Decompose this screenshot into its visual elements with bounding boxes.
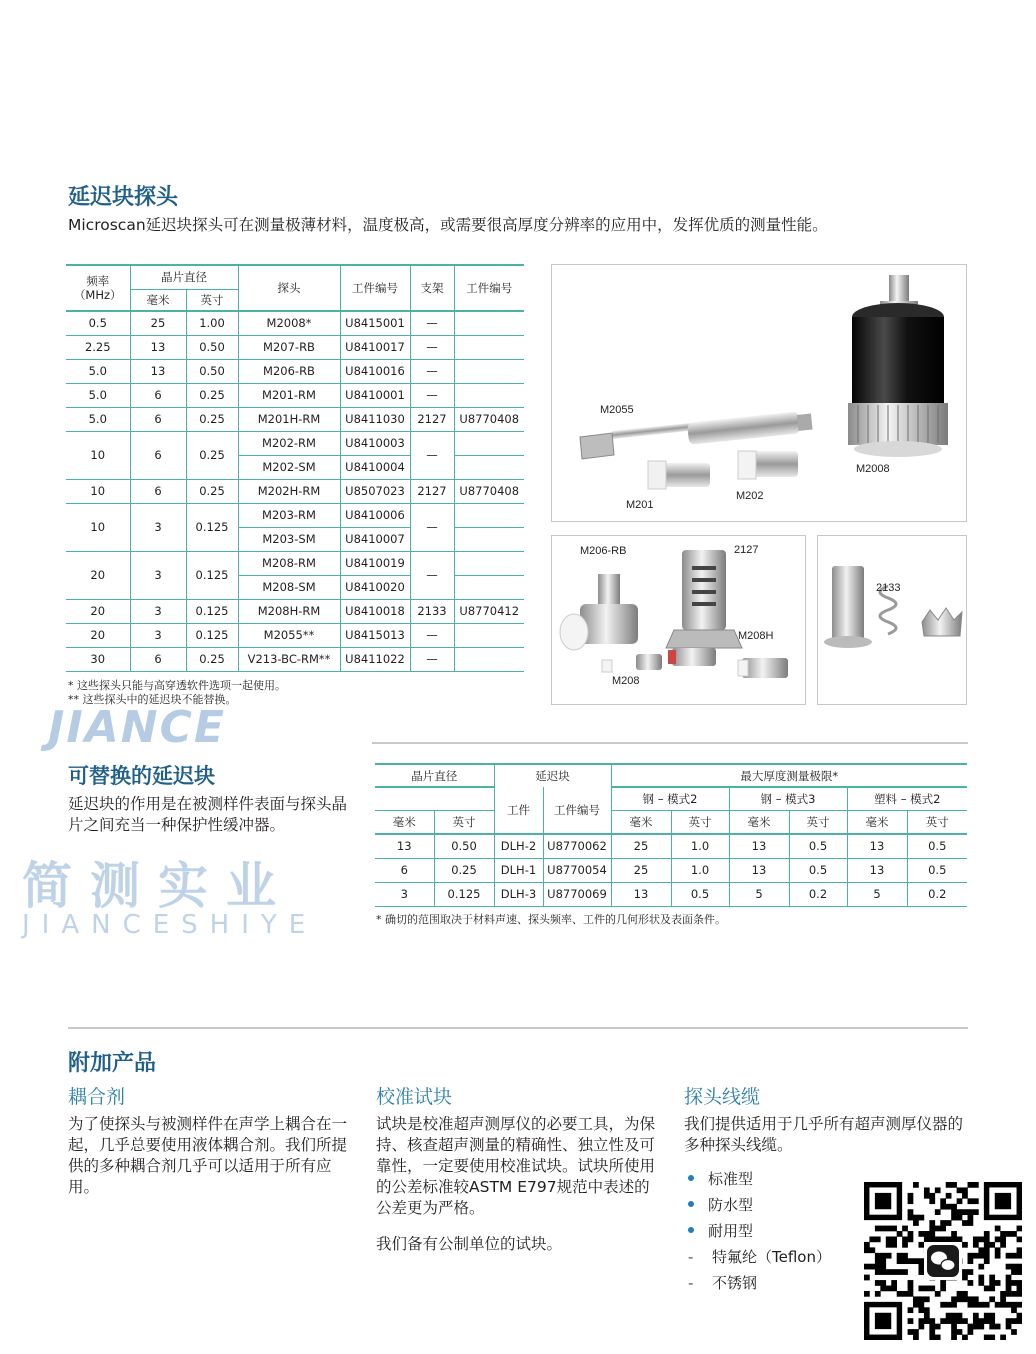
table-cell: DLH-3 xyxy=(494,882,543,906)
table-cell: — xyxy=(410,551,454,599)
table-cell: 5 xyxy=(729,882,789,906)
header-mm: 毫米 xyxy=(130,289,186,311)
table-cell: U8410016 xyxy=(340,359,410,383)
table-cell: U8770062 xyxy=(543,834,611,858)
table-cell: M202H-RM xyxy=(238,479,340,503)
table-cell: 10 xyxy=(66,503,130,551)
table-cell: U8770412 xyxy=(454,599,524,623)
table-cell: DLH-1 xyxy=(494,858,543,882)
section-intro: Microscan延迟块探头可在测量极薄材料，温度极高，或需要很高厚度分辨率的应用中，发挥优质的测量性能。 xyxy=(68,216,828,234)
table-cell: U8410003 xyxy=(340,431,410,455)
table-cell: 13 xyxy=(729,858,789,882)
table-cell: 0.2 xyxy=(789,882,847,906)
subtitle-calibration-blocks: 校准试块 xyxy=(376,1086,453,1108)
table-cell xyxy=(454,455,524,479)
table-cell: 20 xyxy=(66,623,130,647)
table-cell: — xyxy=(410,311,454,335)
table-cell: M203-RM xyxy=(238,503,340,527)
table-cell: 5.0 xyxy=(66,383,130,407)
header-inch: 英寸 xyxy=(186,289,238,311)
table-cell: 6 xyxy=(130,479,186,503)
table-row xyxy=(66,359,524,383)
table-note-1: * 这些探头只能与高穿透软件选项一起使用。 xyxy=(68,679,286,692)
table-row xyxy=(66,383,524,407)
table-cell: 3 xyxy=(375,882,434,906)
cables-text: 我们提供适用于几乎所有超声测厚仪器的多种探头线缆。 xyxy=(684,1115,964,1154)
table-cell: 13 xyxy=(729,834,789,858)
table-cell: U8770054 xyxy=(543,858,611,882)
table-cell: 0.25 xyxy=(186,647,238,671)
header-part: 工件 xyxy=(494,787,543,834)
table-cell: U8410007 xyxy=(340,527,410,551)
table-cell: — xyxy=(410,359,454,383)
table-cell xyxy=(454,311,524,335)
header-inch: 英寸 xyxy=(907,810,967,834)
table-row xyxy=(66,431,524,455)
table-cell: 6 xyxy=(130,647,186,671)
table-cell: 25 xyxy=(611,858,671,882)
qr-code-icon xyxy=(864,1182,1022,1340)
label-m202: M202 xyxy=(736,490,764,502)
table-cell: 0.2 xyxy=(907,882,967,906)
label-m201: M201 xyxy=(626,499,654,511)
dash-icon: - xyxy=(688,1248,694,1266)
section-title-accessories: 附加产品 xyxy=(68,1051,157,1076)
table-cell: 0.25 xyxy=(186,479,238,503)
table-cell: 0.50 xyxy=(186,335,238,359)
table-cell: U8410020 xyxy=(340,575,410,599)
header-probe: 探头 xyxy=(238,265,340,311)
table-cell: 30 xyxy=(66,647,130,671)
table-cell: 5.0 xyxy=(66,407,130,431)
label-m2055: M2055 xyxy=(600,404,634,416)
table-cell: — xyxy=(410,503,454,551)
table-cell: 0.5 xyxy=(66,311,130,335)
couplant-text: 为了使探头与被测样件在声学上耦合在一起，几乎总要使用液体耦合剂。我们所提供的多种耦合剂几乎可以适用于所有应用。 xyxy=(68,1115,348,1196)
table-cell: 25 xyxy=(611,834,671,858)
table-cell: 6 xyxy=(130,407,186,431)
table-cell: 10 xyxy=(66,431,130,479)
cable-types-list xyxy=(684,1166,831,1296)
table-cell: 3 xyxy=(130,599,186,623)
table-cell: 0.125 xyxy=(434,882,494,906)
table-row xyxy=(66,335,524,359)
table-cell: M208H-RM xyxy=(238,599,340,623)
table-cell: U8415013 xyxy=(340,623,410,647)
table-cell: M202-RM xyxy=(238,431,340,455)
label-m2008: M2008 xyxy=(856,463,890,475)
table-cell: 1.0 xyxy=(671,834,729,858)
table-cell: 0.125 xyxy=(186,623,238,647)
bullet-icon xyxy=(688,1227,694,1233)
table-cell: U8410001 xyxy=(340,383,410,407)
section-title-delay-line-probes: 延迟块探头 xyxy=(68,185,179,210)
table-cell: 20 xyxy=(66,599,130,623)
table-cell: 0.50 xyxy=(434,834,494,858)
table-cell: 13 xyxy=(130,335,186,359)
watermark-logo: JIANCE xyxy=(48,702,226,753)
delay-line-table xyxy=(375,763,967,907)
table-cell: 2133 xyxy=(410,599,454,623)
calibration-text-2: 我们备有公制单位的试块。 xyxy=(376,1235,563,1253)
header-crystal-diameter: 晶片直径 xyxy=(375,764,494,787)
probe-illustration xyxy=(552,536,805,704)
table-cell xyxy=(454,359,524,383)
table-cell: 0.125 xyxy=(186,551,238,599)
table-row xyxy=(66,407,524,431)
divider xyxy=(372,742,968,744)
list-item: 标准型 xyxy=(684,1166,831,1192)
table-cell: M201-RM xyxy=(238,383,340,407)
table-cell: 2127 xyxy=(410,407,454,431)
header-holder-part-number: 工件编号 xyxy=(454,265,524,311)
table-row xyxy=(66,311,524,335)
table-row xyxy=(66,551,524,575)
bullet-icon xyxy=(688,1201,694,1207)
section2-text: 延迟块的作用是在被测样件表面与探头晶片之间充当一种保护性缓冲器。 xyxy=(68,795,348,834)
table-row xyxy=(66,479,524,503)
table-row xyxy=(375,882,967,906)
table-cell: DLH-2 xyxy=(494,834,543,858)
header-delay-line: 延迟块 xyxy=(494,764,611,787)
table-cell: 0.25 xyxy=(186,431,238,479)
table-cell: 2.25 xyxy=(66,335,130,359)
holder-illustration xyxy=(818,536,966,704)
dash-icon: - xyxy=(688,1274,694,1292)
watermark-en: JIANCESHIYE xyxy=(22,910,318,940)
list-item: 防水型 xyxy=(684,1192,831,1218)
table-row xyxy=(66,503,524,527)
table-cell: M208-SM xyxy=(238,575,340,599)
table-cell: — xyxy=(410,623,454,647)
table-cell: 13 xyxy=(611,882,671,906)
header-holder: 支架 xyxy=(410,265,454,311)
table-row xyxy=(66,599,524,623)
header-mm: 毫米 xyxy=(611,810,671,834)
table-cell: U8410018 xyxy=(340,599,410,623)
label-m208h: M208H xyxy=(738,630,774,642)
table-cell: 0.5 xyxy=(671,882,729,906)
header-spacer xyxy=(375,787,494,810)
watermark-cn: 简测实业 xyxy=(22,857,294,915)
table-cell: 0.5 xyxy=(907,858,967,882)
divider xyxy=(68,1027,968,1029)
table-note-2: ** 这些探头中的延迟块不能替换。 xyxy=(68,693,237,706)
table-cell: 2127 xyxy=(410,479,454,503)
table-cell: U8410017 xyxy=(340,335,410,359)
subtitle-probe-cables: 探头线缆 xyxy=(684,1086,761,1108)
table-cell: M201H-RM xyxy=(238,407,340,431)
header-mm: 毫米 xyxy=(729,810,789,834)
table-cell: 0.5 xyxy=(789,858,847,882)
table-cell: M208-RM xyxy=(238,551,340,575)
table-cell: 3 xyxy=(130,551,186,599)
header-steel-mode2: 钢 – 模式2 xyxy=(611,787,729,810)
table-cell xyxy=(454,527,524,551)
header-plastic-mode2: 塑料 – 模式2 xyxy=(847,787,967,810)
list-item: - 不锈钢 xyxy=(684,1270,831,1296)
header-inch: 英寸 xyxy=(434,810,494,834)
table-cell xyxy=(454,647,524,671)
table2-note: * 确切的范围取决于材料声速、探头频率、工件的几何形状及表面条件。 xyxy=(376,913,726,926)
list-item: - 特氟纶（Teflon） xyxy=(684,1244,831,1270)
product-photo-m2055-m2008 xyxy=(551,264,967,522)
table-cell: 0.125 xyxy=(186,599,238,623)
wechat-qr-code[interactable] xyxy=(864,1182,1022,1340)
table-cell: M207-RB xyxy=(238,335,340,359)
header-mm: 毫米 xyxy=(375,810,434,834)
list-item: 耐用型 xyxy=(684,1218,831,1244)
label-m208: M208 xyxy=(612,675,640,687)
header-steel-mode3: 钢 – 模式3 xyxy=(729,787,847,810)
table-cell: 3 xyxy=(130,503,186,551)
table-cell: 13 xyxy=(847,834,907,858)
table-cell: U8410019 xyxy=(340,551,410,575)
table-cell: M202-SM xyxy=(238,455,340,479)
table-cell: 0.25 xyxy=(434,858,494,882)
table-cell: — xyxy=(410,335,454,359)
table-cell: 0.50 xyxy=(186,359,238,383)
table-cell: 1.00 xyxy=(186,311,238,335)
table-row xyxy=(66,647,524,671)
table-cell: 6 xyxy=(130,383,186,407)
table-row xyxy=(375,834,967,858)
table-cell: 0.5 xyxy=(789,834,847,858)
header-part-number: 工件编号 xyxy=(543,787,611,834)
table-cell xyxy=(454,431,524,455)
table-cell: U8411022 xyxy=(340,647,410,671)
table-cell: 5 xyxy=(847,882,907,906)
table-cell: 1.0 xyxy=(671,858,729,882)
header-max-range: 最大厚度测量极限* xyxy=(611,764,967,787)
table-cell: U8770408 xyxy=(454,407,524,431)
label-2133: 2133 xyxy=(876,582,901,594)
probe-spec-table xyxy=(66,264,524,672)
table-cell: M2055** xyxy=(238,623,340,647)
table-cell: 13 xyxy=(130,359,186,383)
table-cell xyxy=(454,335,524,359)
header-part-number: 工件编号 xyxy=(340,265,410,311)
product-photo-m206-m208 xyxy=(551,535,806,705)
table-row xyxy=(66,623,524,647)
label-m206-rb: M206-RB xyxy=(580,545,627,557)
subtitle-couplant: 耦合剂 xyxy=(68,1086,126,1108)
table-cell: U8415001 xyxy=(340,311,410,335)
table-cell: 10 xyxy=(66,479,130,503)
table-cell: U8770069 xyxy=(543,882,611,906)
table-cell: M206-RB xyxy=(238,359,340,383)
calibration-text: 试块是校准超声测厚仪的必要工具，为保持、核查超声测量的精确性、独立性及可靠性，一定要使用校准试块。试块所使用的公差标准较ASTM E797规范中表述的公差更为严格。 xyxy=(376,1115,656,1217)
table-cell: 5.0 xyxy=(66,359,130,383)
table-cell: 13 xyxy=(847,858,907,882)
table-cell: V213-BC-RM** xyxy=(238,647,340,671)
table-cell: 0.125 xyxy=(186,503,238,551)
bullet-icon xyxy=(688,1175,694,1181)
table-cell xyxy=(454,503,524,527)
table-cell: 13 xyxy=(375,834,434,858)
table-cell: 0.5 xyxy=(907,834,967,858)
table-cell: U8410004 xyxy=(340,455,410,479)
table-cell: M203-SM xyxy=(238,527,340,551)
table-cell: 6 xyxy=(130,431,186,479)
table-cell: 20 xyxy=(66,551,130,599)
table-cell: 25 xyxy=(130,311,186,335)
table-cell: U8410006 xyxy=(340,503,410,527)
table-cell xyxy=(454,383,524,407)
table-cell: U8507023 xyxy=(340,479,410,503)
table-cell: M2008* xyxy=(238,311,340,335)
table-cell: 0.25 xyxy=(186,407,238,431)
label-2127: 2127 xyxy=(734,544,759,556)
table-cell xyxy=(454,551,524,575)
table-cell xyxy=(454,623,524,647)
table-cell: 6 xyxy=(375,858,434,882)
header-frequency: 频率 （MHz） xyxy=(66,265,130,311)
table-cell: — xyxy=(410,431,454,479)
probe-illustration xyxy=(552,265,966,521)
table-cell: — xyxy=(410,647,454,671)
table-cell: U8411030 xyxy=(340,407,410,431)
table-cell: 3 xyxy=(130,623,186,647)
table-cell xyxy=(454,575,524,599)
header-inch: 英寸 xyxy=(671,810,729,834)
header-inch: 英寸 xyxy=(789,810,847,834)
product-photo-2133 xyxy=(817,535,967,705)
section-title-replaceable-delay-lines: 可替换的延迟块 xyxy=(68,764,215,788)
table-cell: 0.25 xyxy=(186,383,238,407)
header-mm: 毫米 xyxy=(847,810,907,834)
header-crystal-diameter: 晶片直径 xyxy=(130,265,238,289)
table-cell: — xyxy=(410,383,454,407)
table-cell: U8770408 xyxy=(454,479,524,503)
table-row xyxy=(375,858,967,882)
